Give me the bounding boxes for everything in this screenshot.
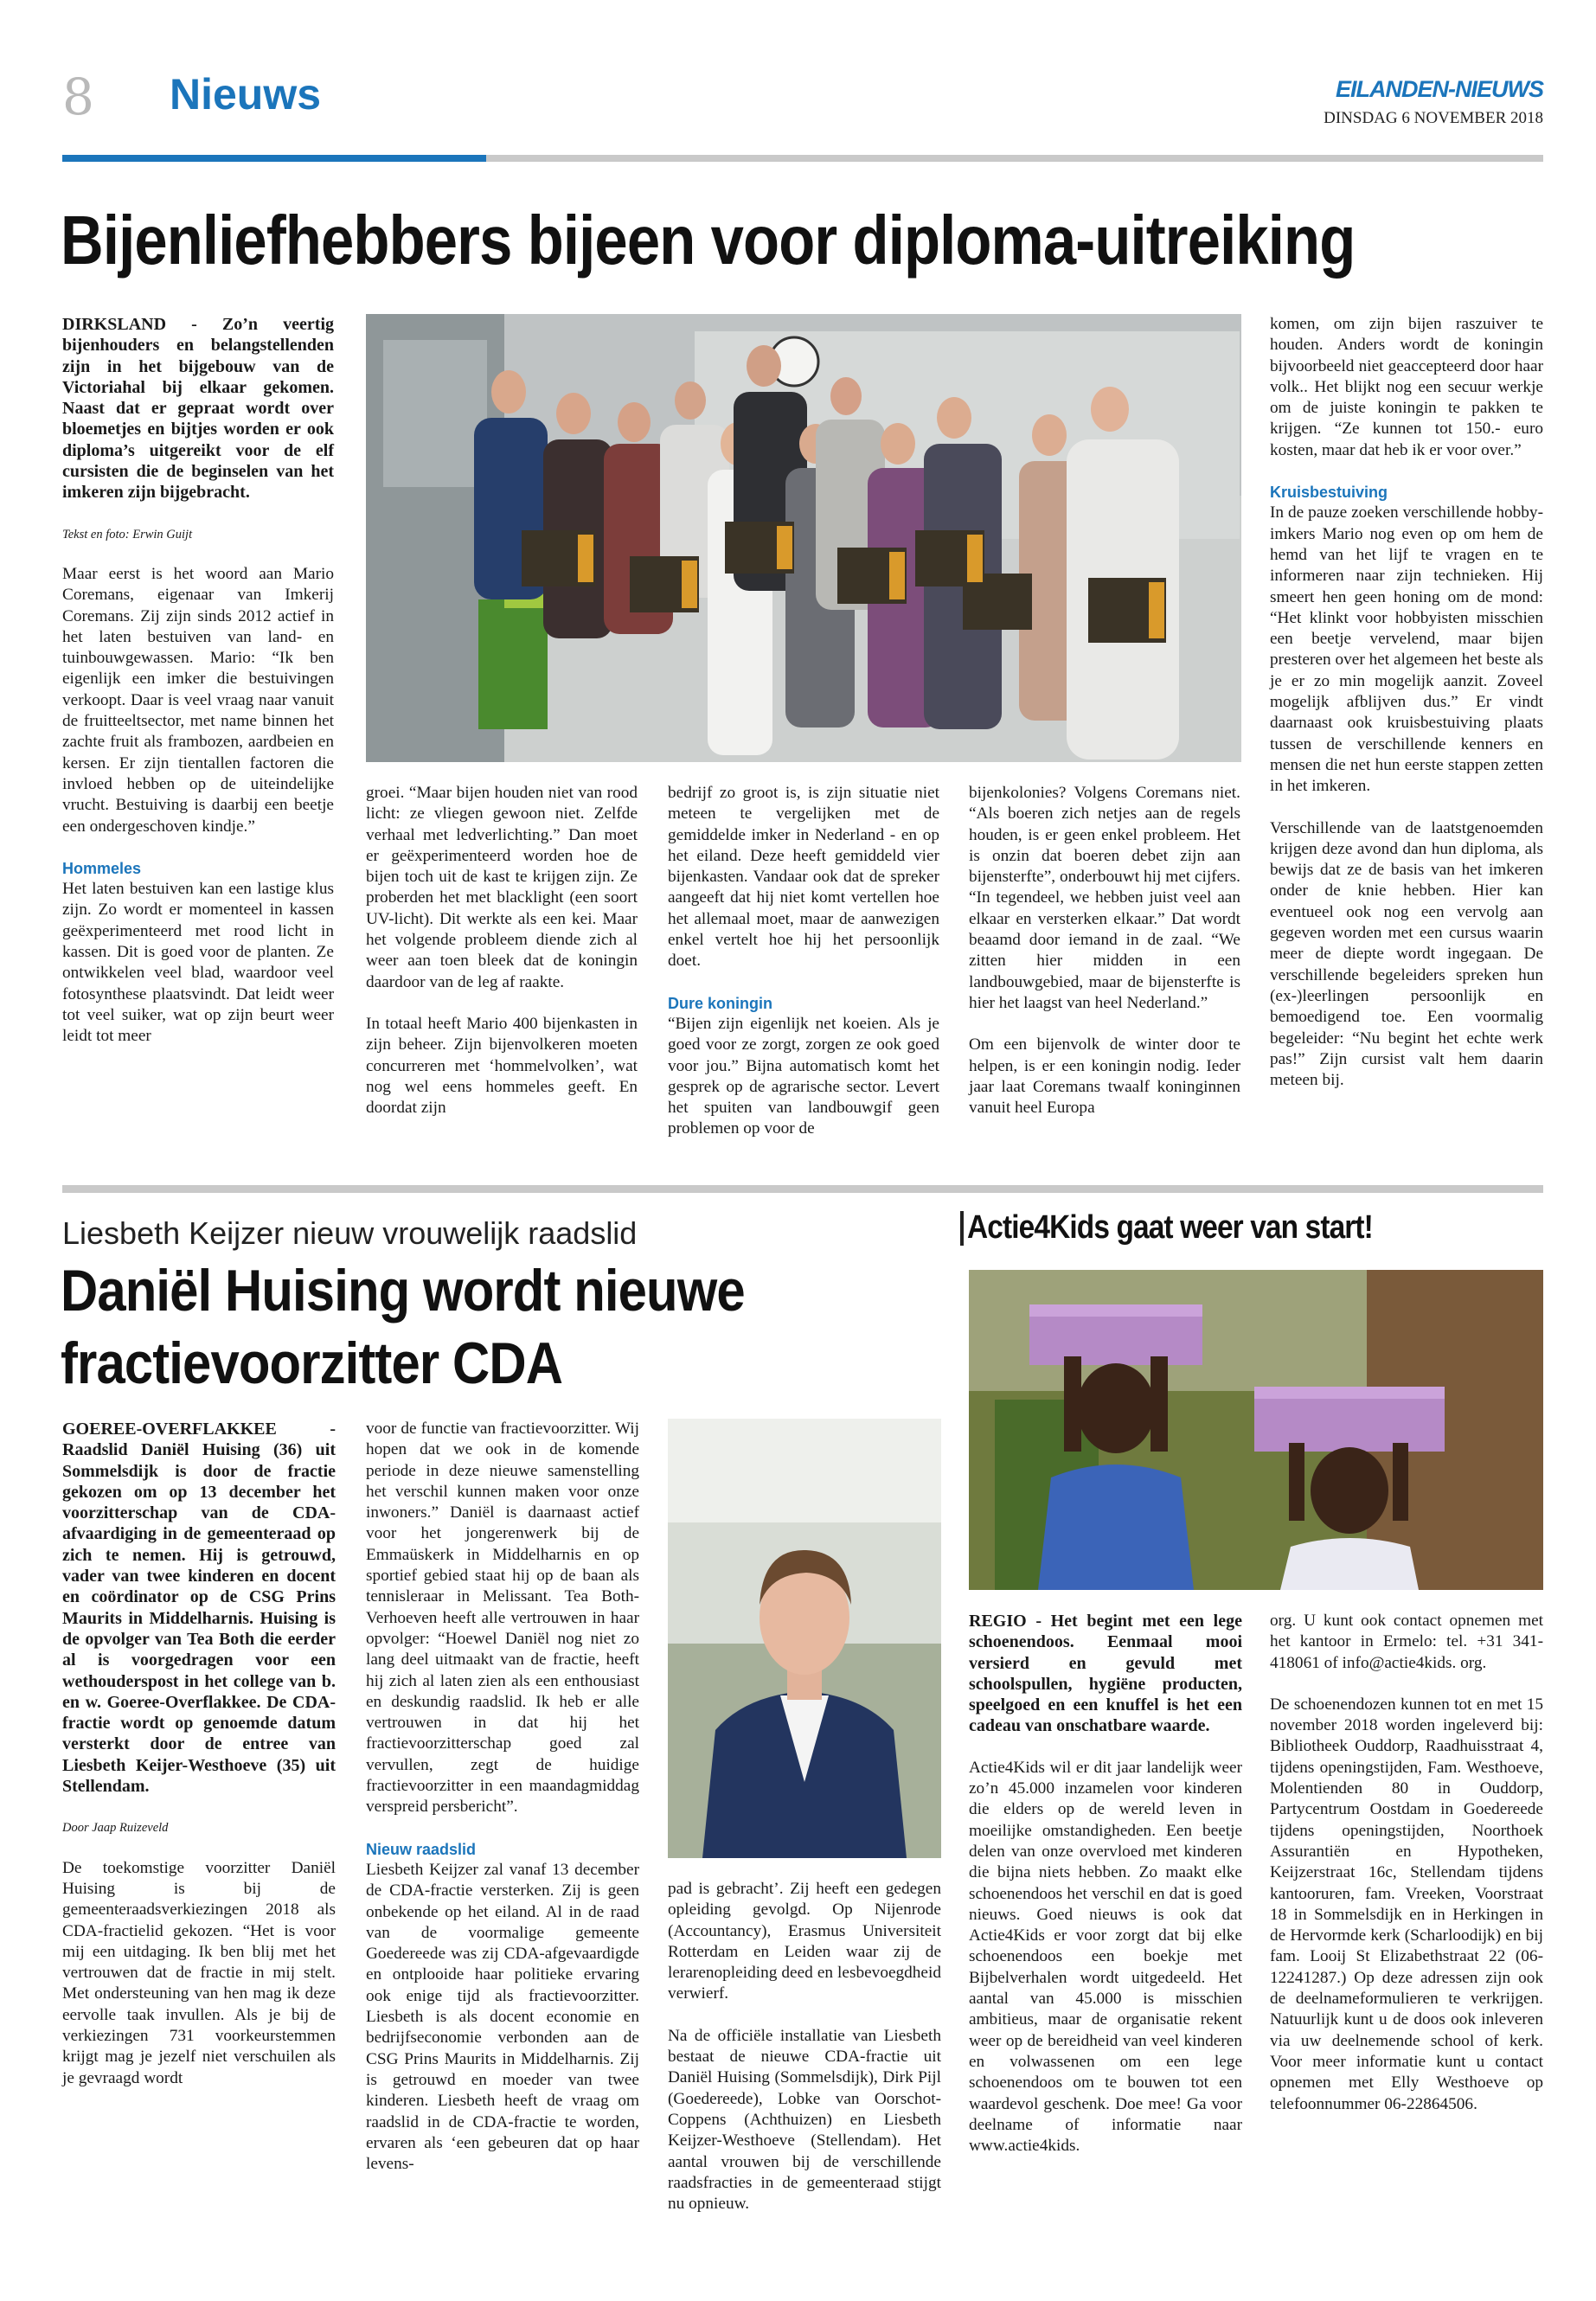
article1-credit: Tekst en foto: Erwin Guijt [62,527,193,542]
children-photo [969,1270,1543,1590]
article2-paragraph: pad is gebracht’. Zij heeft een gedegen opleiding gevolgd. Op Nijenrode (Accountancy), Erasmus Universiteit Rotterdam en Leiden waar zij de lerarenopleiding deed en lesbevoegdheid verwierf. [668,1880,941,2003]
article2-col3 [668,1879,941,2214]
article1-col2 [366,783,638,1118]
article1-paragraph: Verschillende van de laatstgenoemden krijgen deze avond dan hun diploma, als bewijs dat ze de basis van het imkeren onder de knie hebben. Hier kan eventueel ook nog een vervolg aan gegeven worden met een cursus waarin meer de diepte wordt ingegaan. De verschillende begeleiders spreken hun (ex-)leerlingen persoonlijk en bemoedigend toe. Een voormalig begeleider: “Nu begint het echte werk pas!” Zijn cursist valt hem daarin meteen bij. [1270,818,1543,1090]
article3-lead: REGIO - Het begint met een lege schoenendoos. Eenmaal mooi versierd en gevuld met schoolspullen, hygiëne producten, speelgoed en een knuffel is het een cadeau van onschatbare waarde. [969,1612,1242,1736]
newspaper-logo: EILANDEN-NIEUWS [1336,76,1543,102]
section-title: Nieuws [170,70,322,119]
article1-paragraph: bijenkolonies? Volgens Coremans niet. “Als boeren zich netjes aan de regels houden, is er geen enkel probleem. Het is onzin dat boeren debet zijn aan bijensterfte”, onderbouwt hij met cijfers. “In tegendeel, we hebben juist veel aan elkaar en versterken elkaar.” Dat wordt beaamd door iemand in de zaal. “We zitten hier midden in een landbouwgebied, maar de bijensterfte is hier het laagst van heel Nederland.” [969,784,1240,1012]
article1-subheading: Hommeles [62,859,142,877]
article1-col3 [668,783,939,1140]
article1-paragraph: In de pauze zoeken verschillende hobby-imkers Mario nog even op om hem de hemd van het lijf te vragen en te informeren naar zijn technieken. Hij smeert hen geen honing om de mond: “Het klinkt voor hobbyisten misschien een beetje vervelend, maar bijen presteren over het algemeen het beste als je er zo min mogelijk aanzit. Zoveel mogelijk afblijven dus.” Er vindt daarnaast ook kruisbestuiving plaats tussen de verschillende kenners en mensen die net hun eerste stappen zetten in het imkeren. [1270,503,1543,796]
article1-col1 [62,314,334,1048]
page-number: 8 [62,67,94,126]
article1-col4 [969,783,1240,1118]
article2-kicker: Liesbeth Keijzer nieuw vrouwelijk raadslid [62,1215,638,1251]
article2-lead: GOEREE-OVERFLAKKEE - Raadslid Daniël Huising (36) uit Sommelsdijk is door de fractie gekozen om op 13 december het voorzitterschap van de CDA-afvaardiging in de gemeenteraad op zich te nemen. Hij is getrouwd, vader van twee kinderen en docent en coördinator op de CSG Prins Maurits in Middelharnis. Huising is de opvolger van Tea Both die eerder al is voorgedragen voor een wethouderspost in het college van b. en w. Goeree-Overflakkee. De CDA-fractie wordt op genoemde datum versterkt door de entree van Liesbeth Keijer-Westhoeve (35) uit Stellendam. [62,1420,336,1797]
article2-credit: Door Jaap Ruizeveld [62,1821,169,1836]
article3-paragraph: Actie4Kids wil er dit jaar landelijk weer zo’n 45.000 inzamelen voor kinderen die elders op de wereld leven in moeilijke omstandigheden. Een beetje delen van onze overvloed met kinderen die bijna niets hebben. Zo maakt elke schoenendoos het verschil en dat is goed nieuws. Goed nieuws is ook dat Actie4Kids er voor zorgt dat bij elke schoenendoos een boekje met Bijbelverhalen wordt uitgedeeld. Het aantal van 45.000 is misschien ambitieus, maar de organisatie rekent weer op de bereidheid van veel kinderen en volwassenen om een lege schoenendoos om te bouwen tot een waardevol geschenk. Doe mee! Ga voor deelname of informatie naar www.actie4kids. [969,1758,1242,2156]
article2-headline: Daniël Huising wordt nieuwe fractievoorzitter CDA [61,1258,745,1396]
article1-paragraph: komen, om zijn bijen raszuiver te houden. Anders wordt de koningin bijvoorbeeld niet geaccepteerd door haar volk.. Het blijkt nog een secuur werkje om de juiste koningin te pakken te krijgen. “Ze kunnen tot 150.- euro kosten, maar dat heb ik er voor over.” [1270,315,1543,459]
article3-col1 [969,1611,1242,2157]
article2-paragraph: De toekomstige voorzitter Daniël Huising is bij de gemeenteraadsverkiezingen 2018 als CDA-fractielid gekozen. “Het is voor mij een uitdaging. Ik ben blij met het vertrouwen dat de fractie in mij stelt. Met ondersteuning van hen mag ik deze eervolle taak invullen. Als je bij de verkiezingen 731 voorkeurstemmen krijgt mag je jezelf niet verschuilen als je gevraagd wordt [62,1858,336,2087]
portrait-photo [668,1419,941,1858]
article1-paragraph: Om een bijenvolk de winter door te helpen, is er een koningin nodig. Ieder jaar laat Coremans twaalf koninginnen vanuit heel Europa [969,1035,1240,1118]
section-divider [62,1185,1543,1193]
article1-subheading: Dure koningin [668,994,772,1012]
article1-col5 [1270,314,1543,1091]
article1-paragraph: In totaal heeft Mario 400 bijenkasten in zijn beheer. Zijn bijenvolkeren moeten concurreren met ‘hommelvolken’, wat nog wel eens hommeles geeft. En doordat zijn [366,1014,638,1118]
article1-subheading: Kruisbestuiving [1270,484,1388,502]
article1-paragraph: bedrijf zo groot is, is zijn situatie niet meteen te vergelijken met de gemiddelde imker in Nederland - en op het eiland. Deze heeft gemiddeld vier bijenkasten. Vandaar ook dat de spreker aangeeft dat hij niet komt vertellen hoe het allemaal moet, maar de aanwezigen enkel vertelt hoe hij het persoonlijk doet. [668,784,939,971]
article1-lead: DIRKSLAND - Zo’n veertig bijenhouders en belangstellenden zijn in het bijgebouw van de Victoriahal bij elkaar gekomen. Naast dat er gepraat wordt over bloemetjes en bijtjes worden er ook diploma’s uitgereikt voor de elf cursisten die de beginselen van het imkeren zijn bijgebracht. [62,315,334,503]
article1-paragraph: Het laten bestuiven kan een lastige klus zijn. Zo wordt er momenteel in kassen geëxperimenteerd met rood licht in kassen. Dit is goed voor de planten. Ze ontwikkelen veel blad, waardoor veel fotosynthese plaatsvindt. Dat leidt weer tot veel suiker, wat op zijn beurt weer leidt tot meer [62,880,334,1046]
top-rule-accent [62,155,486,162]
article3-paragraph: De schoenendozen kunnen tot en met 15 november 2018 worden ingeleverd bij: Bibliotheek Ouddorp, Raadhuisstraat 4, tijdens openingstijden, Fam. Westhoeve, Molentienden 80 in Ouddorp, Partycentrum Oostdam in Goedereede tijdens openingstijden, Noorthoek Assurantiën en Hypotheken, Keijzerstraat 16c, Stellendam tijdens kantooruren, fam. Vreeken, Voorstraat 18 in Sommelsdijk en in Herkingen in de Hervormde kerk (Scharloodijk) en bij fam. Looij St Elizabethstraat 22 (06-12241287.) Op deze adressen zijn ook de deelnameformulieren te verkrijgen. Natuurlijk kunt u de doos ook inleveren via uw deelnemende school of kerk. Voor meer informatie kunt u contact opnemen met Elly Westhoeve op telefoonnummer 06-22864506. [1270,1695,1543,2113]
article1-paragraph: “Bijen zijn eigenlijk net koeien. Als je goed voor ze zorgt, zorgen ze ook goed voor jou.” Bijna automatisch komt het gesprek op de agrarische sector. Levert het spuiten van landbouwgif geen problemen op voor de [668,1014,939,1138]
article1-paragraph: groei. “Maar bijen houden niet van rood licht: ze vliegen gewoon niet. Zelfde verhaal met ledverlichting.” Dan moet er geëxperimenteerd worden hoe de bijen toch uit de kast te krijgen zijn. Ze proberden het met blacklight (een soort UV-licht). Dit werkte als een kei. Maar het volgende probleem diende zich al weer aan toen bleek dat de koningin daardoor van de leg af raakte. [366,784,638,991]
group-photo [366,314,1241,762]
article2-paragraph: voor de functie van fractievoorzitter. Wij hopen dat we ook in de komende periode in deze nieuwe samenstelling het verschil kunnen maken voor onze inwoners.” Daniël is daarnaast actief voor het jongerenwerk bij de Emmaüskerk in Middelharnis en op sportief gebied staat hij op de baan als tennisleraar in Melissant. Tea Both-Verhoeven heeft alle vertrouwen in haar opvolger: “Hoewel Daniël nog niet zo lang deel uitmaakt van de fractie, heeft hij zich al laten zien als een enthousiast en deskundig raadslid. Ik heb er alle vertrouwen in dat hij het fractievoorzitterschap goed zal vervullen, zegt de huidige fractievoorzitter in een maandagmiddag verspreid persbericht”. [366,1420,639,1817]
article2-paragraph: Na de officiële installatie van Liesbeth bestaat de nieuwe CDA-fractie uit Daniël Huising (Sommelsdijk), Dirk Pijl (Goedereede), Lobke van Oorschot-Coppens (Achthuizen) en Liesbeth Keijzer-Westhoeve (Stellendam). Het aantal vrouwen bij de verschillende raadsfracties in de gemeenteraad stijgt nu opnieuw. [668,2026,941,2214]
article3-headline: Actie4Kids gaat weer van start! [967,1209,1373,1246]
issue-date: DINSDAG 6 NOVEMBER 2018 [1324,109,1543,127]
article3-paragraph: org. U kunt ook contact opnemen met het kantoor in Ermelo: tel. +31 341-418061 of info@actie4kids. org. [1270,1612,1543,1672]
article2-paragraph: Liesbeth Keijzer zal vanaf 13 december de CDA-fractie versterken. Zij is geen onbekende op het eiland. Al in de raad van de voormalige gemeente Goedereede was zij CDA-afgevaardigde en ontplooide haar politieke ervaring ook enige tijd als fractievoorzitter. Liesbeth is als docent economie en bedrijfseconomie verbonden aan de CSG Prins Maurits in Middelharnis. Zij is getrouwd en moeder van twee kinderen. Liesbeth heeft de vraag om raadslid in de CDA-fractie te worden, ervaren als ‘een gebeuren dat op haar levens- [366,1860,639,2174]
article2-subheading: Nieuw raadslid [366,1840,477,1858]
article2-col2 [366,1419,639,2175]
article3-col2 [1270,1611,1543,2115]
article3-marker [960,1211,964,1246]
article1-paragraph: Maar eerst is het woord aan Mario Coremans, eigenaar van Imkerij Coremans. Zij zijn sinds 2012 actief in het laten bestuiven van land- en tuinbouwgewassen. Mario: “Ik ben eigenlijk een imker die bestuivingen verkoopt. Daar is veel vraag naar vanuit de fruitteeltsector, met name binnen het zachte fruit als frambozen, aardbeien en kersen. Er zijn tientallen factoren die invloed hebben op de uiteindelijke vrucht. Bestuiving is daarbij een beetje een ondergeschoven kindje.” [62,564,334,836]
article2-col1 [62,1419,336,2089]
article1-headline: Bijenliefhebbers bijeen voor diploma-uitreiking [61,202,1356,279]
